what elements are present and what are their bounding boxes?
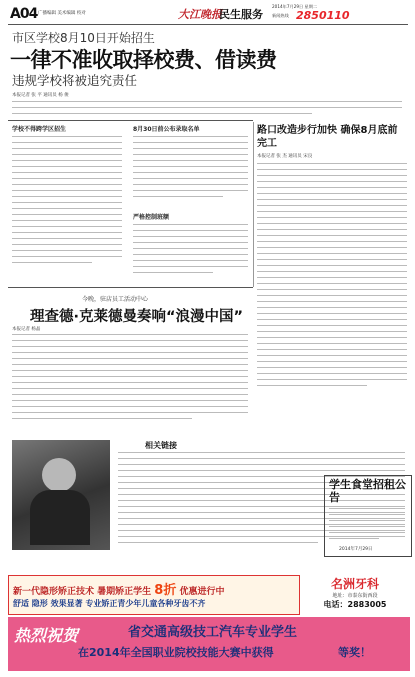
col1-head: 学校不得跨学区招生	[12, 126, 67, 133]
issue-date: 2014年7月29日 星期二	[272, 4, 318, 9]
concert-kicker: 今晚，驻店员工活动中心	[82, 296, 149, 303]
clinic-name: 名洲牙科	[330, 577, 379, 591]
canteen-notice-box	[324, 475, 412, 557]
page-number: A04	[10, 6, 38, 22]
concert-headline: 理查德·克莱德曼奏响“浪漫中国”	[30, 309, 244, 325]
dental-clinic-ad	[302, 575, 408, 613]
hotline-number: 2850110	[296, 9, 350, 22]
main-subhead: 违规学校将被追究责任	[12, 73, 138, 88]
concert-byline: 本报记者 杨晶	[12, 327, 41, 332]
canteen-body	[329, 508, 407, 544]
section-title: 民生服务	[219, 8, 263, 21]
congrats-banner	[8, 617, 410, 671]
masthead-rule	[8, 24, 408, 25]
banner-title: 省交通高级技工汽车专业学生	[128, 625, 298, 640]
newspaper-logo: 大江晚报	[178, 8, 222, 21]
banner-tail: 等奖！	[338, 646, 371, 659]
related-link-title: 相关链接	[145, 441, 177, 450]
side-column	[257, 124, 407, 474]
main-kicker: 市区学校8月10日开始招生	[12, 31, 155, 45]
col3-body	[133, 224, 248, 284]
ortho-discount-tail: 优惠进行中	[179, 587, 225, 597]
photo-face	[42, 458, 76, 492]
main-intro-rule	[8, 120, 253, 121]
ortho-ad-bottom: 舒适 隐形 效果显著 专业矫正青少年儿童各种牙齿不齐	[13, 599, 206, 608]
orthodontic-ad	[8, 575, 300, 615]
side-headline: 路口改造步行加快 确保8月底前完工	[257, 125, 398, 149]
col2-head: 8月30日前公布录取名单	[133, 126, 200, 133]
clinic-address: 地址：市泰东街西段	[332, 593, 378, 599]
concert-top-rule	[8, 287, 253, 288]
canteen-date: 2014年7月29日	[339, 547, 373, 552]
photo-body	[30, 490, 90, 545]
col2-body	[133, 136, 248, 208]
main-headline: 一律不准收取择校费、借读费	[10, 48, 277, 72]
clinic-phone: 电话：2883005	[323, 600, 387, 609]
column-divider	[253, 122, 254, 287]
hotline-label: 新闻热线	[272, 13, 289, 18]
side-body	[257, 163, 407, 403]
masthead-small-info: 广播编辑 美术编辑 校对	[38, 11, 86, 16]
canteen-title: 学生食堂招租公告	[329, 478, 406, 504]
concert-photo	[12, 440, 110, 550]
col1-body	[12, 136, 122, 276]
ortho-ad-headline	[13, 579, 224, 598]
main-byline: 本报记者 张 平 通讯员 杨 俊	[12, 93, 69, 98]
banner-subtitle: 在2014年全国职业院校技能大赛中获得	[78, 646, 274, 659]
banner-greeting: 热烈祝贺	[14, 626, 79, 645]
ortho-discount: 8折	[154, 583, 177, 598]
ortho-ad-top-text: 新一代隐形矫正技术 暑期矫正学生	[13, 587, 152, 597]
col3-head: 严格控制班额	[133, 214, 170, 221]
concert-body	[12, 334, 248, 430]
side-byline: 本报记者 张 杰 通讯员 宋良	[257, 154, 313, 159]
